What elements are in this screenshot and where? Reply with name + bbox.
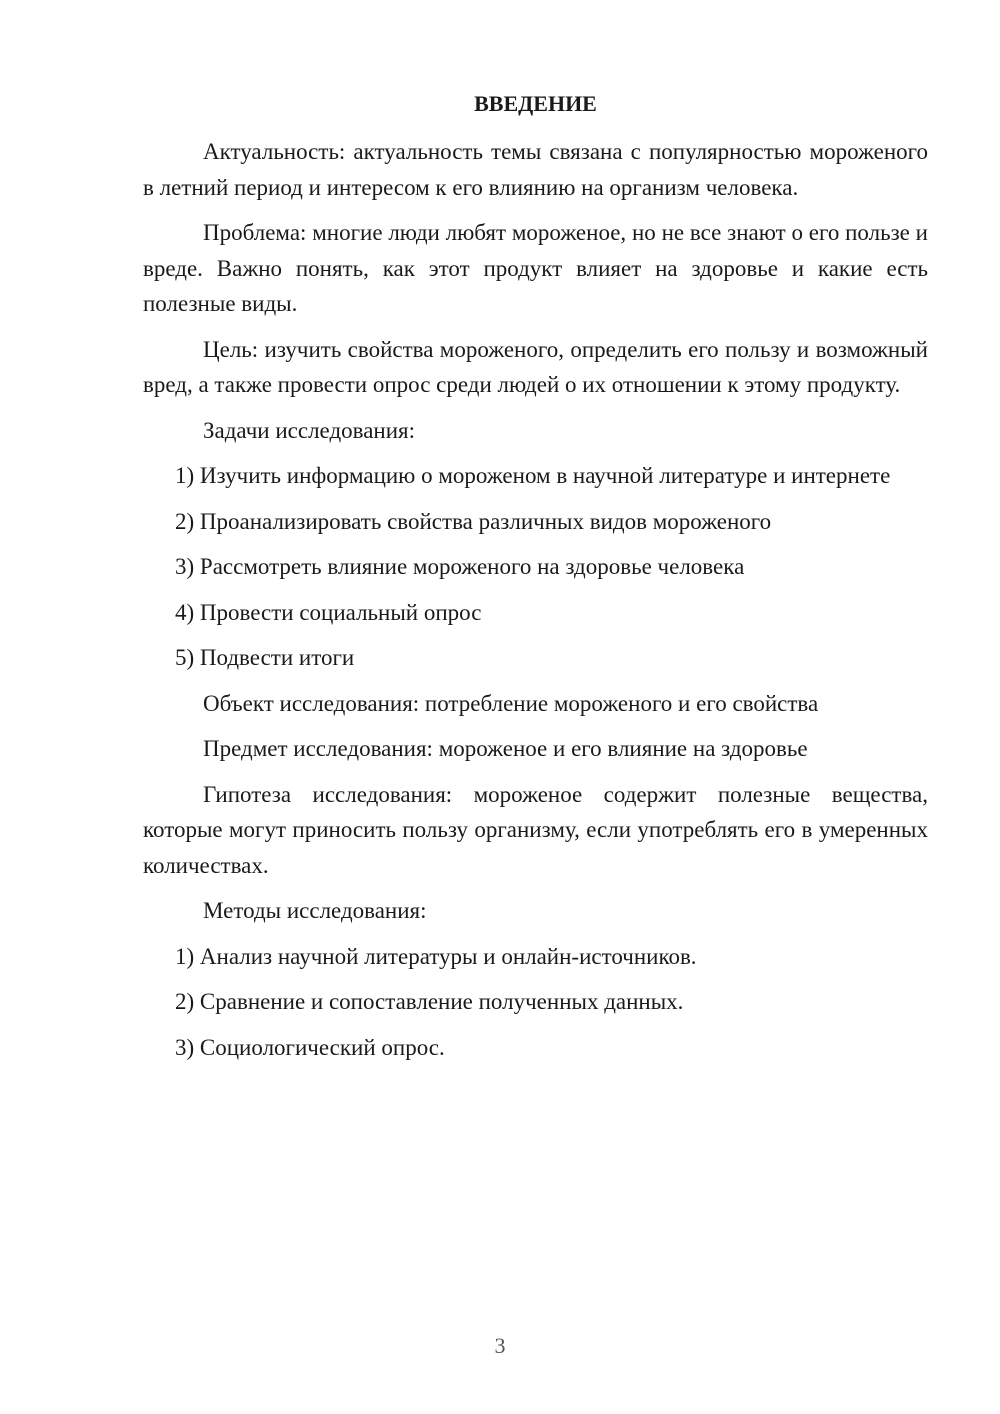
task-item-3: 3) Рассмотреть влияние мороженого на здоровье человека bbox=[175, 554, 745, 579]
tasks-heading: Задачи исследования: bbox=[203, 417, 416, 443]
hypothesis-paragraph: Гипотеза исследования: мороженое содержит полезные вещества, которые могут приносить пользу организму, если употреблять его в умеренных количествах. bbox=[143, 781, 928, 878]
method-item-3: 3) Социологический опрос. bbox=[175, 1034, 445, 1060]
task-item-1: 1) Изучить информацию о мороженом в научной литературе и интернете bbox=[175, 463, 891, 488]
task-item-2: 2) Проанализировать свойства различных видов мороженого bbox=[175, 508, 772, 534]
goal-paragraph: Цель: изучить свойства мороженого, определить его пользу и возможный вред, а также провести опрос среди людей о их отношении к этому продукту. bbox=[143, 336, 928, 397]
object-paragraph: Объект исследования: потребление мороженого и его свойства bbox=[203, 690, 819, 716]
relevance-paragraph: Актуальность: актуальность темы связана с популярностью мороженого в летний период и интересом к его влиянию на организм человека. bbox=[143, 139, 928, 200]
task-item-5: 5) Подвести итоги bbox=[175, 645, 355, 670]
section-title: ВВЕДЕНИЕ bbox=[474, 91, 597, 116]
problem-paragraph: Проблема: многие люди любят мороженое, но не все знают о его пользе и вреде. Важно понять, как этот продукт влияет на здоровье и какие есть полезные виды. bbox=[143, 220, 928, 316]
subject-paragraph: Предмет исследования: мороженое и его влияние на здоровье bbox=[203, 736, 808, 761]
methods-heading: Методы исследования: bbox=[203, 898, 427, 923]
task-item-4: 4) Провести социальный опрос bbox=[175, 599, 482, 625]
method-item-2: 2) Сравнение и сопоставление полученных данных. bbox=[175, 989, 684, 1014]
method-item-1: 1) Анализ научной литературы и онлайн-источников. bbox=[175, 943, 697, 969]
page-body bbox=[143, 88, 928, 1075]
page-number: 3 bbox=[494, 1333, 506, 1358]
